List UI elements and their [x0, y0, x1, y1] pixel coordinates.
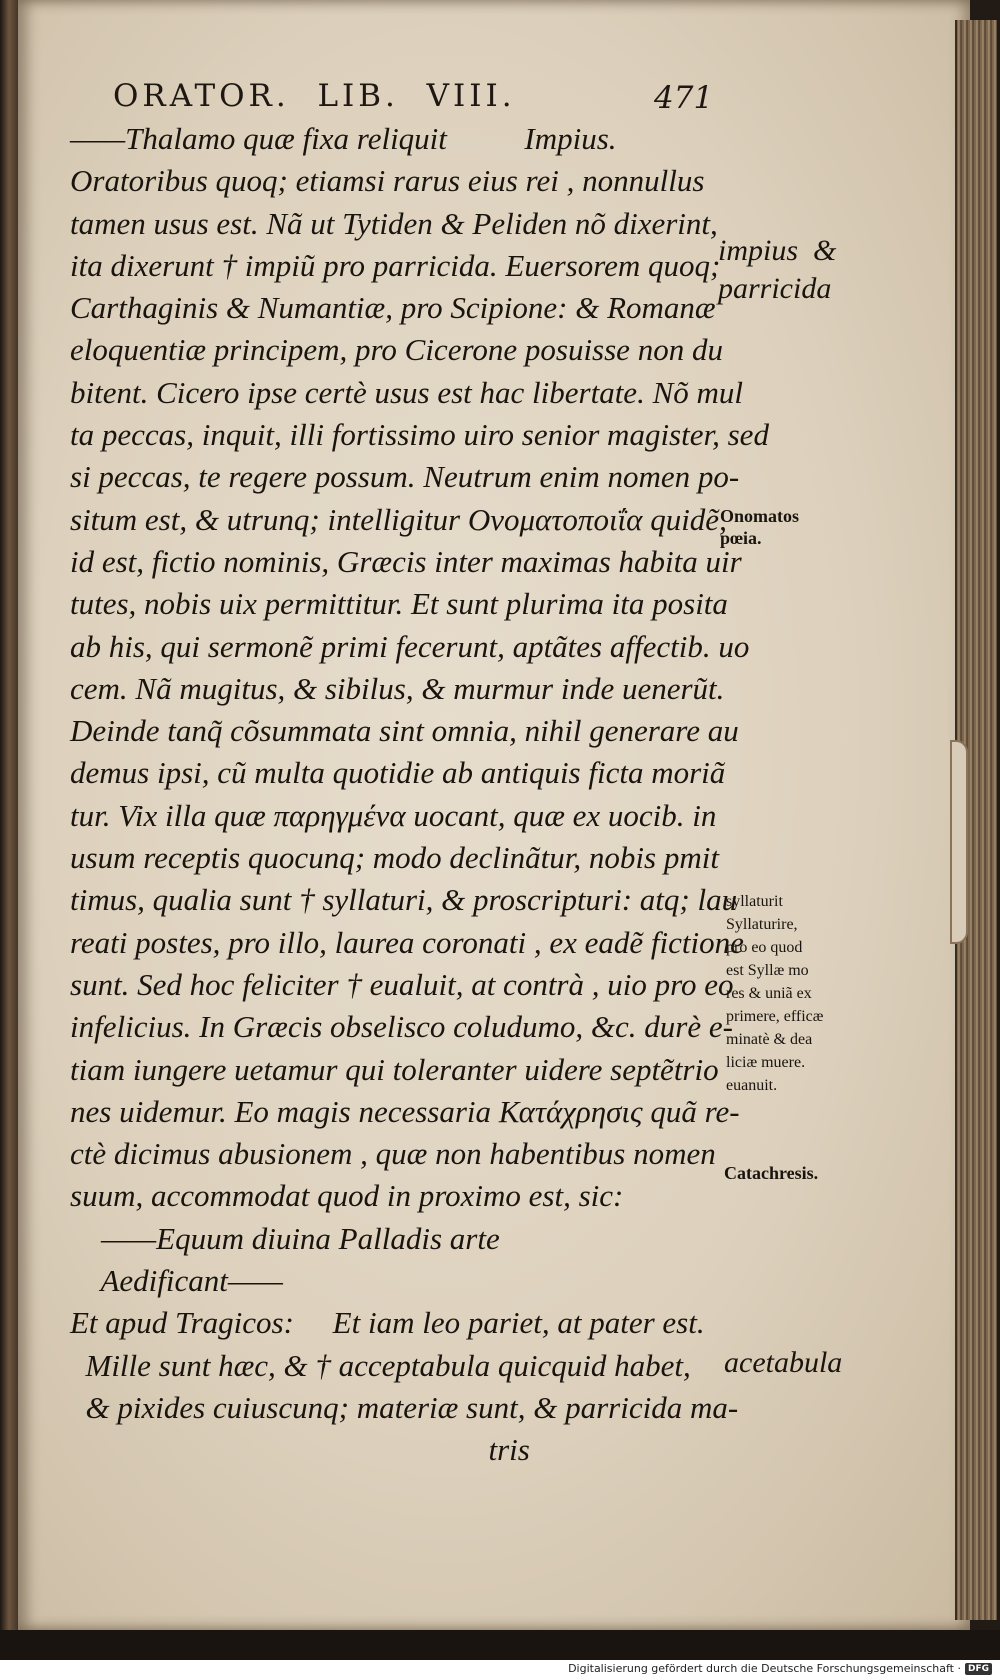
scanner-bed	[0, 1630, 1000, 1660]
credit-text: Digitalisierung gefördert durch die Deutsche Forschungsgemeinschaft ·	[568, 1662, 961, 1675]
text-line: situm est, & utrunq; intelligitur Ονοματοποιΐα quidẽ,	[70, 501, 727, 537]
page-clip	[950, 740, 968, 944]
text-line: infelicius. In Græcis obselisco coludumo, &c. durè e-	[70, 1009, 733, 1045]
text-line: Deinde tanq̃ cõsummata sint omnia, nihil generare au	[70, 713, 739, 749]
text-line: sunt. Sed hoc feliciter † eualuit, at contrà , uio pro eo	[70, 966, 734, 1002]
text-line: tur. Vix illa quæ παρηγμένα uocant, quæ ex uocib. in	[70, 797, 717, 833]
book-page	[18, 0, 970, 1630]
text-line: Et apud Tragicos: Et iam leo pariet, at pater est.	[70, 1305, 705, 1341]
text-line: cem. Nã mugitus, & sibilus, & murmur inde uenerũt.	[70, 670, 725, 706]
text-line: Carthaginis & Numantiæ, pro Scipione: & Romanæ	[70, 290, 716, 326]
margin-note-catachresis: Catachresis.	[724, 1163, 819, 1183]
running-header: ORATOR. LIB. VIII.	[113, 78, 516, 114]
margin-note-onomatopoeia: Onomatos pœia.	[720, 506, 800, 548]
margin-note-acetabula: acetabula	[724, 1346, 843, 1379]
text-line: timus, qualia sunt † syllaturi, & proscripturi: atq; lau	[70, 882, 738, 918]
text-line: ta peccas, inquit, illi fortissimo uiro senior magister, sed	[70, 417, 769, 453]
text-line: ab his, qui sermonẽ primi fecerunt, aptãtes affectib. uo	[70, 628, 750, 664]
text-line: usum receptis quocunq; modo declinãtur, nobis pmit	[70, 840, 719, 876]
text-line: id est, fictio nominis, Græcis inter maximas habita uir	[70, 543, 742, 579]
text-line: bitent. Cicero ipse certè usus est hac libertate. Nõ mul	[70, 374, 743, 410]
text-line: ctè dicimus abusionem , quæ non habentibus nomen	[70, 1136, 716, 1172]
text-line: ——Equum diuina Palladis arte	[70, 1220, 500, 1256]
text-line: Aedificant——	[70, 1263, 283, 1299]
text-line: tamen usus est. Nã ut Tytiden & Peliden nõ dixerint,	[70, 205, 718, 241]
text-line: & pixides cuiuscunq; materiæ sunt, & parricida ma-	[70, 1389, 739, 1425]
text-line: si peccas, te regere possum. Neutrum enim nomen po-	[70, 459, 740, 495]
digitization-credit	[568, 1662, 992, 1675]
text-line: tris	[70, 1432, 530, 1468]
text-line: tiam iungere uetamur qui toleranter uidere septẽtrio	[70, 1051, 719, 1087]
text-line: reati postes, pro illo, laurea coronati , ex eadẽ fictione	[70, 924, 744, 960]
text-line: eloquentiæ principem, pro Cicerone posuisse non du	[70, 332, 723, 368]
text-line: ita dixerunt † impiũ pro parricida. Euersorem quoq;	[70, 247, 721, 283]
dfg-logo: DFG	[965, 1663, 992, 1675]
text-line: nes uidemur. Eo magis necessaria Κατάχρησις quã re-	[70, 1093, 740, 1129]
text-line: suum, accommodat quod in proximo est, sic:	[70, 1178, 624, 1214]
margin-note-syllaturit: syllaturit Syllaturire, pro eo quod est Syllæ mo res & uniã ex primere, efficæ minatè & dea liciæ muere. euanuit.	[726, 893, 824, 1094]
facing-page-edge	[0, 0, 20, 1650]
text-line: Mille sunt hæc, & † acceptabula quicquid habet,	[70, 1347, 691, 1383]
page-number: 471	[654, 80, 714, 116]
text-line: tutes, nobis uix permittitur. Et sunt plurima ita posita	[70, 586, 728, 622]
text-line: Oratoribus quoq; etiamsi rarus eius rei , nonnullus	[70, 163, 705, 199]
text-line: demus ipsi, cũ multa quotidie ab antiquis ficta moriã	[70, 755, 726, 791]
margin-note-impius: impius & parricida	[718, 234, 837, 305]
text-line: ——Thalamo quæ fixa reliquit Impius.	[70, 121, 617, 156]
